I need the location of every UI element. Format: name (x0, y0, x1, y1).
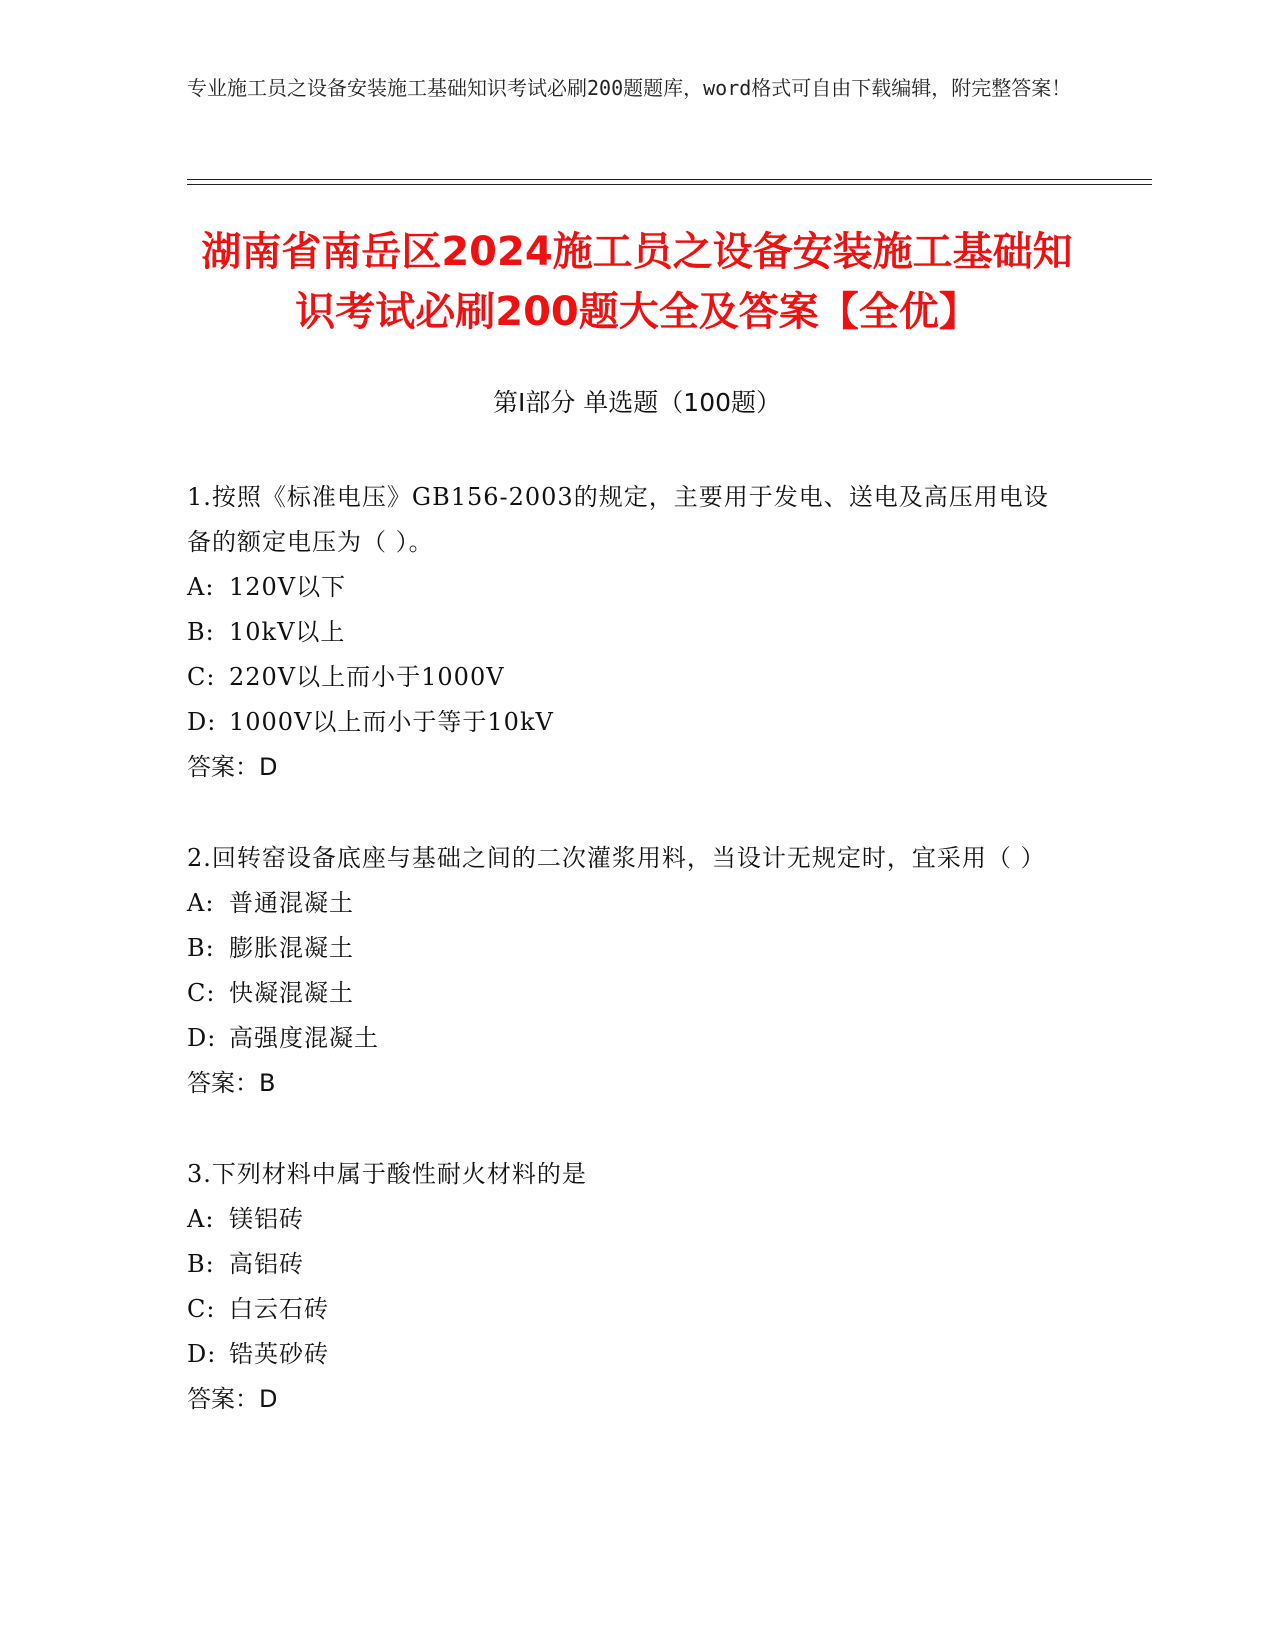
question-item (187, 475, 1067, 790)
question-option (187, 1332, 1067, 1377)
question-option (187, 1287, 1067, 1332)
option-key: D: (187, 1340, 217, 1368)
question-option (187, 1016, 1067, 1061)
option-key: A: (187, 573, 215, 601)
answer-line: 答案：B (187, 1069, 276, 1097)
question-option (187, 971, 1067, 1016)
question-item (187, 836, 1067, 1106)
question-option (187, 655, 1067, 700)
question-list (187, 475, 1067, 1468)
option-text: 10kV以上 (229, 618, 346, 646)
option-key: C: (187, 979, 216, 1007)
header-divider-bottom (187, 184, 1152, 185)
option-key: B: (187, 1250, 215, 1278)
option-text: 快凝混凝土 (229, 979, 354, 1007)
option-text: 220V以上而小于1000V (229, 663, 505, 691)
question-item (187, 1152, 1067, 1422)
header-divider-top (187, 179, 1152, 180)
option-text: 120V以下 (229, 573, 347, 601)
question-option (187, 881, 1067, 926)
option-text: 膨胀混凝土 (229, 934, 354, 962)
question-option (187, 565, 1067, 610)
option-key: D: (187, 708, 217, 736)
question-stem: 1.按照《标准电压》GB156-2003的规定，主要用于发电、送电及高压用电设备的额定电压为（ ）。 (187, 483, 1049, 556)
option-key: B: (187, 618, 215, 646)
option-text: 锆英砂砖 (229, 1340, 329, 1368)
option-key: D: (187, 1024, 217, 1052)
question-option (187, 610, 1067, 655)
option-text: 高铝砖 (229, 1250, 304, 1278)
question-option (187, 700, 1067, 745)
option-text: 高强度混凝土 (229, 1024, 379, 1052)
document-title: 湖南省南岳区2024施工员之设备安装施工基础知识考试必刷200题大全及答案【全优】 (201, 229, 1073, 335)
option-key: A: (187, 1205, 215, 1233)
option-text: 普通混凝土 (229, 889, 354, 917)
question-stem: 2.回转窑设备底座与基础之间的二次灌浆用料，当设计无规定时，宜采用（ ） (187, 844, 1046, 872)
option-key: C: (187, 1295, 216, 1323)
answer-line: 答案：D (187, 1385, 278, 1413)
question-option (187, 926, 1067, 971)
option-text: 镁铝砖 (229, 1205, 304, 1233)
option-text: 白云石砖 (229, 1295, 329, 1323)
question-option (187, 1242, 1067, 1287)
option-key: A: (187, 889, 215, 917)
question-stem: 3.下列材料中属于酸性耐火材料的是 (187, 1160, 587, 1188)
option-key: B: (187, 934, 215, 962)
option-text: 1000V以上而小于等于10kV (229, 708, 554, 736)
section-heading: 第Ⅰ部分 单选题（100题） (492, 388, 782, 417)
option-key: C: (187, 663, 216, 691)
answer-line: 答案：D (187, 753, 278, 781)
header-note: 专业施工员之设备安装施工基础知识考试必刷200题题库，word格式可自由下载编辑，附完整答案！ (187, 76, 1072, 100)
question-option (187, 1197, 1067, 1242)
